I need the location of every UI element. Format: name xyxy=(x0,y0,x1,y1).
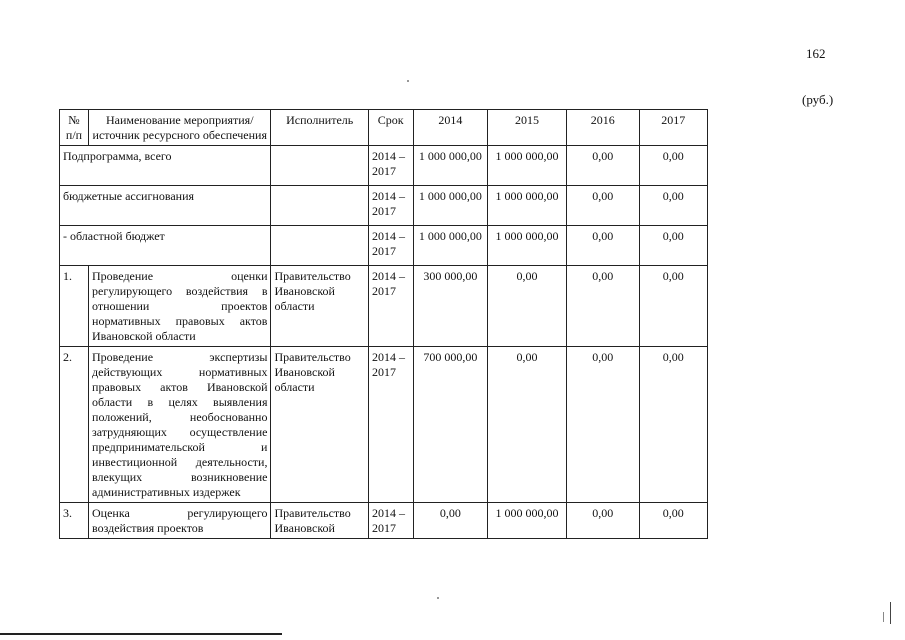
row-value-2014: 0,00 xyxy=(413,503,488,539)
row-value-2015: 1 000 000,00 xyxy=(488,146,567,186)
row-name: - областной бюджет xyxy=(60,226,271,266)
page-number: 162 xyxy=(806,46,826,61)
row-value-2015: 0,00 xyxy=(488,266,567,347)
row-executor xyxy=(271,226,368,266)
scan-edge-mark xyxy=(890,602,891,624)
header-name: Наименование мероприятия/источник ресурсного обеспечения xyxy=(89,110,271,146)
row-name: Оценка регулирующего воздействия проектов xyxy=(89,503,271,539)
row-value-2015: 1 000 000,00 xyxy=(488,226,567,266)
table-row-activity-3 xyxy=(60,503,708,539)
header-executor: Исполнитель xyxy=(271,110,368,146)
row-value-2015: 0,00 xyxy=(488,347,567,503)
row-value-2016: 0,00 xyxy=(566,146,639,186)
row-number: 2. xyxy=(60,347,89,503)
row-value-2016: 0,00 xyxy=(566,226,639,266)
header-row xyxy=(60,110,708,146)
header-2016: 2016 xyxy=(566,110,639,146)
table-row-subprogram-total xyxy=(60,146,708,186)
row-value-2017: 0,00 xyxy=(639,266,708,347)
row-executor: Правительство Ивановской области xyxy=(271,266,368,347)
row-number: 1. xyxy=(60,266,89,347)
row-executor xyxy=(271,186,368,226)
row-value-2014: 1 000 000,00 xyxy=(413,186,488,226)
table-row-regional-budget xyxy=(60,226,708,266)
row-term: 2014 – 2017 xyxy=(368,146,413,186)
row-value-2015: 1 000 000,00 xyxy=(488,503,567,539)
row-name: Подпрограмма, всего xyxy=(60,146,271,186)
row-name: Проведение экспертизы действующих нормативных правовых актов Ивановской области в целях выявления положений, необоснованно затрудняющих осуществление предпринимательской и инвестиционной деятельности, влекущих возникновение административных издержек xyxy=(89,347,271,503)
row-executor: Правительство Ивановской xyxy=(271,503,368,539)
row-number: 3. xyxy=(60,503,89,539)
row-term: 2014 – 2017 xyxy=(368,266,413,347)
row-executor xyxy=(271,146,368,186)
scan-edge-mark xyxy=(883,612,884,622)
row-term: 2014 – 2017 xyxy=(368,226,413,266)
header-2017: 2017 xyxy=(639,110,708,146)
row-value-2014: 300 000,00 xyxy=(413,266,488,347)
header-term: Срок xyxy=(368,110,413,146)
scan-speck xyxy=(437,597,439,599)
scan-speck xyxy=(407,80,409,82)
row-name: бюджетные ассигнования xyxy=(60,186,271,226)
header-no: № п/п xyxy=(60,110,89,146)
row-value-2014: 700 000,00 xyxy=(413,347,488,503)
row-value-2015: 1 000 000,00 xyxy=(488,186,567,226)
row-executor: Правительство Ивановской области xyxy=(271,347,368,503)
row-term: 2014 – 2017 xyxy=(368,503,413,539)
row-value-2017: 0,00 xyxy=(639,226,708,266)
row-value-2017: 0,00 xyxy=(639,186,708,226)
row-value-2016: 0,00 xyxy=(566,186,639,226)
table-row-budget-allocations xyxy=(60,186,708,226)
row-value-2016: 0,00 xyxy=(566,266,639,347)
row-term: 2014 – 2017 xyxy=(368,186,413,226)
header-2015: 2015 xyxy=(488,110,567,146)
row-value-2017: 0,00 xyxy=(639,347,708,503)
header-2014: 2014 xyxy=(413,110,488,146)
row-value-2017: 0,00 xyxy=(639,503,708,539)
table-row-activity-1 xyxy=(60,266,708,347)
budget-table xyxy=(59,109,708,539)
table-row-activity-2 xyxy=(60,347,708,503)
row-value-2017: 0,00 xyxy=(639,146,708,186)
bottom-rule xyxy=(0,633,282,635)
row-value-2014: 1 000 000,00 xyxy=(413,226,488,266)
row-value-2016: 0,00 xyxy=(566,503,639,539)
currency-note: (руб.) xyxy=(802,92,834,107)
row-value-2014: 1 000 000,00 xyxy=(413,146,488,186)
row-value-2016: 0,00 xyxy=(566,347,639,503)
row-name: Проведение оценки регулирующего воздействия в отношении проектов нормативных правовых актов Ивановской области xyxy=(89,266,271,347)
row-term: 2014 – 2017 xyxy=(368,347,413,503)
